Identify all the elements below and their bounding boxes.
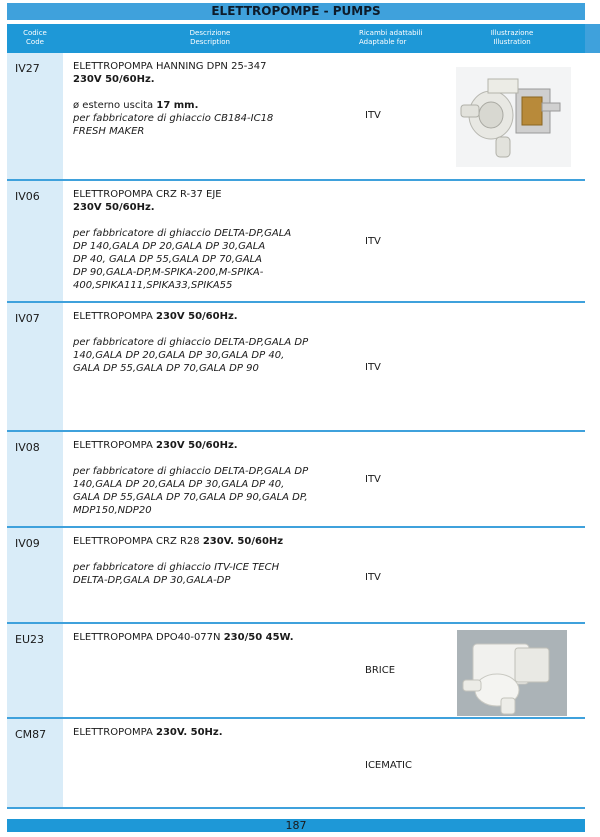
product-code: IV06 bbox=[15, 190, 40, 203]
table-row bbox=[7, 53, 585, 181]
table-row bbox=[7, 624, 585, 719]
desc-line: ELETTROPOMPA CRZ R-37 EJE bbox=[73, 189, 222, 200]
adaptable-for: ITV bbox=[365, 110, 381, 121]
desc-line: ELETTROPOMPA bbox=[73, 440, 157, 451]
table-row bbox=[7, 432, 585, 528]
desc-usage: 140,GALA DP 20,GALA DP 30,GALA DP 40, bbox=[73, 479, 285, 490]
desc-line: ø esterno uscita bbox=[73, 100, 157, 111]
product-description bbox=[73, 726, 355, 739]
product-description bbox=[73, 188, 355, 292]
desc-spec: 230V 50/60Hz. bbox=[73, 74, 155, 85]
desc-usage: FRESH MAKER bbox=[73, 126, 145, 137]
desc-usage: GALA DP 55,GALA DP 70,GALA DP 90,GALA DP, bbox=[73, 492, 308, 503]
desc-usage: 140,GALA DP 20,GALA DP 30,GALA DP 40, bbox=[73, 350, 285, 361]
desc-usage: per fabbricatore di ghiaccio DELTA-DP,GALA DP bbox=[73, 466, 309, 477]
desc-usage: DP 40, GALA DP 55,GALA DP 70,GALA bbox=[73, 254, 262, 265]
row-separator bbox=[7, 807, 585, 809]
table-row bbox=[7, 528, 585, 624]
product-description bbox=[73, 535, 355, 587]
header-code-it: Codice bbox=[23, 29, 47, 37]
desc-spec: 230/50 45W. bbox=[223, 632, 294, 643]
desc-usage: GALA DP 55,GALA DP 70,GALA DP 90 bbox=[73, 363, 259, 374]
desc-usage: per fabbricatore di ghiaccio CB184-IC18 bbox=[73, 113, 274, 124]
desc-line: ELETTROPOMPA CRZ R28 bbox=[73, 536, 203, 547]
table-row bbox=[7, 719, 585, 809]
page-number: 187 bbox=[7, 819, 585, 832]
adaptable-for: ICEMATIC bbox=[365, 760, 412, 771]
product-code: IV09 bbox=[15, 537, 40, 550]
adaptable-for: ITV bbox=[365, 236, 381, 247]
product-description bbox=[73, 631, 355, 644]
desc-usage: MDP150,NDP20 bbox=[73, 505, 152, 516]
desc-spec: 230V. 50Hz. bbox=[156, 727, 223, 738]
desc-usage: per fabbricatore di ghiaccio DELTA-DP,GALA DP bbox=[73, 337, 309, 348]
pump-illustration bbox=[456, 67, 571, 167]
desc-usage: per fabbricatore di ghiaccio DELTA-DP,GALA bbox=[73, 228, 292, 239]
header-illustration-it: Illustrazione bbox=[490, 29, 534, 37]
desc-line: ELETTROPOMPA bbox=[73, 311, 157, 322]
header-description-it: Descrizione bbox=[189, 29, 231, 37]
desc-usage: DELTA-DP,GALA DP 30,GALA-DP bbox=[73, 575, 231, 586]
header-illustration bbox=[467, 29, 557, 47]
desc-usage: DP 140,GALA DP 20,GALA DP 30,GALA bbox=[73, 241, 266, 252]
product-code: EU23 bbox=[15, 633, 44, 646]
desc-line: ELETTROPOMPA DPO40-077N bbox=[73, 632, 224, 643]
table-row bbox=[7, 181, 585, 303]
pump-illustration bbox=[457, 630, 567, 716]
table-row bbox=[7, 303, 585, 432]
product-description bbox=[73, 60, 355, 138]
header-illustration-en: Illustration bbox=[493, 38, 531, 46]
adaptable-for: ITV bbox=[365, 474, 381, 485]
adaptable-for: BRICE bbox=[365, 665, 396, 676]
desc-spec: 230V 50/60Hz. bbox=[156, 440, 238, 451]
desc-line: ELETTROPOMPA HANNING DPN 25-347 bbox=[73, 61, 267, 72]
adaptable-for: ITV bbox=[365, 362, 381, 373]
product-description bbox=[73, 310, 355, 375]
desc-line: ELETTROPOMPA bbox=[73, 727, 157, 738]
header-description bbox=[63, 29, 357, 47]
header-side-strip bbox=[585, 24, 600, 53]
product-code: IV27 bbox=[15, 62, 40, 75]
desc-usage: per fabbricatore di ghiaccio ITV-ICE TECH bbox=[73, 562, 280, 573]
desc-usage: 400,SPIKA111,SPIKA33,SPIKA55 bbox=[73, 280, 233, 291]
product-code: IV08 bbox=[15, 441, 40, 454]
header-adaptable-it: Ricambi adattabili bbox=[359, 29, 423, 37]
product-description bbox=[73, 439, 355, 517]
header-code-en: Code bbox=[26, 38, 44, 46]
header-adaptable-en: Adaptable for bbox=[359, 38, 407, 46]
product-code: IV07 bbox=[15, 312, 40, 325]
page-title: ELETTROPOMPE - PUMPS bbox=[7, 3, 585, 20]
desc-spec: 230V 50/60Hz. bbox=[73, 202, 155, 213]
header-code bbox=[7, 29, 63, 47]
desc-spec: 230V 50/60Hz. bbox=[156, 311, 238, 322]
desc-spec: 230V. 50/60Hz bbox=[202, 536, 284, 547]
product-code: CM87 bbox=[15, 728, 47, 741]
table-header bbox=[7, 24, 585, 53]
header-description-en: Description bbox=[190, 38, 230, 46]
adaptable-for: ITV bbox=[365, 572, 381, 583]
desc-usage: DP 90,GALA-DP,M-SPIKA-200,M-SPIKA- bbox=[73, 267, 264, 278]
header-adaptable bbox=[359, 29, 439, 47]
desc-spec: 17 mm. bbox=[156, 100, 199, 111]
